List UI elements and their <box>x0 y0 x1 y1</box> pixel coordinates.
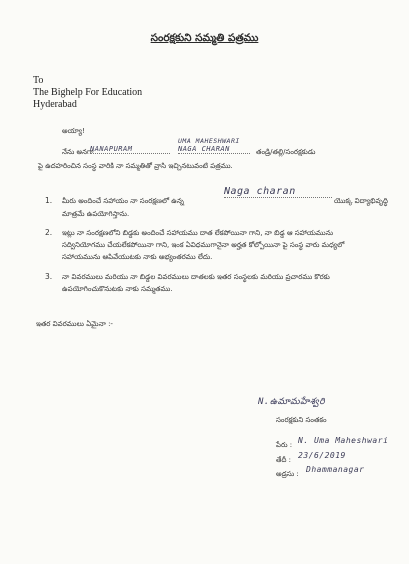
point-1-handwritten-name: Naga charan <box>224 186 332 198</box>
address-label: అడ్రసు : <box>276 470 299 478</box>
student-name-handwritten-top: UMA MAHESHWARI <box>178 137 240 145</box>
guardian-signature-label: సంరక్షకుని సంతకం <box>276 416 327 424</box>
guardian-signature-handwritten: N.ఉమామహేశ్వరి <box>258 397 326 407</box>
name-value-handwritten: N. Uma Maheshwari <box>298 436 389 445</box>
date-value-handwritten: 23/6/2019 <box>298 451 346 460</box>
point-2-line-2: సద్వినియోగము చేయలేకపోయినా గాని, ఇంక ఏవిధముగానైనా అర్హత కోల్పోయినా పై సంస్థ వారు మధ్యలో <box>62 241 345 249</box>
name-label: పేరు : <box>276 441 293 449</box>
student-name-handwritten: NAGA CHARAN <box>178 145 250 154</box>
intro-line-2: పై ఉదహరించిన సంస్థ వారికి నా సమ్మతితో వ్రాసి ఇచ్చినటువంటి పత్రము. <box>38 162 233 170</box>
point-1-number: 1. <box>45 196 53 205</box>
point-2-number: 2. <box>45 228 53 237</box>
point-3-line-2: ఉపయోగించుకొనుటకు నాకు సమ్మతము. <box>62 285 173 293</box>
point-3-line-1: నా వివరములు మరియు నా బిడ్డల వివరములు దాతలకు ఇతర సంస్థలకు మరియు ప్రచారము కొరకు <box>62 273 330 281</box>
point-1-text-before: మీరు అందించే సహాయం నా సంరక్షణలో ఉన్న <box>62 197 184 205</box>
point-3-number: 3. <box>45 272 53 281</box>
intro-prefix: నేను అనగా <box>62 148 94 156</box>
date-label: తేదీ : <box>276 456 291 464</box>
page-title: సంరక్షకుని సమ్మతి పత్రము <box>150 32 259 44</box>
point-2-line-1: ఇట్లు నా సంరక్షణలోని బిడ్డకు అందించే సహాయము దాత లేకపోయినా గాని, నా బిడ్డ ఆ సహాయమును <box>62 229 334 237</box>
point-1-text-after: యొక్క విద్యాభివృద్ధి <box>334 197 388 205</box>
address-organization: The Bighelp For Education <box>33 87 143 98</box>
guardian-name-handwritten: NANAPURAM <box>90 145 170 154</box>
intro-suffix: తండ్రి/తల్లి/సంరక్షకుడు <box>256 148 316 156</box>
point-2-line-3: సహాయమును ఆపివేయుటకు నాకు అభ్యంతరము లేదు. <box>62 253 213 261</box>
address-to: To <box>33 75 44 86</box>
point-1-line-2: మాత్రమే ఉపయోగిస్తాను. <box>62 210 130 218</box>
address-city: Hyderabad <box>33 99 77 110</box>
other-details-label: ఇతర వివరములు ఏమైనా :- <box>36 320 113 328</box>
salutation: అయ్యా! <box>62 127 85 135</box>
address-value-handwritten: Dhammanagar <box>306 465 365 474</box>
